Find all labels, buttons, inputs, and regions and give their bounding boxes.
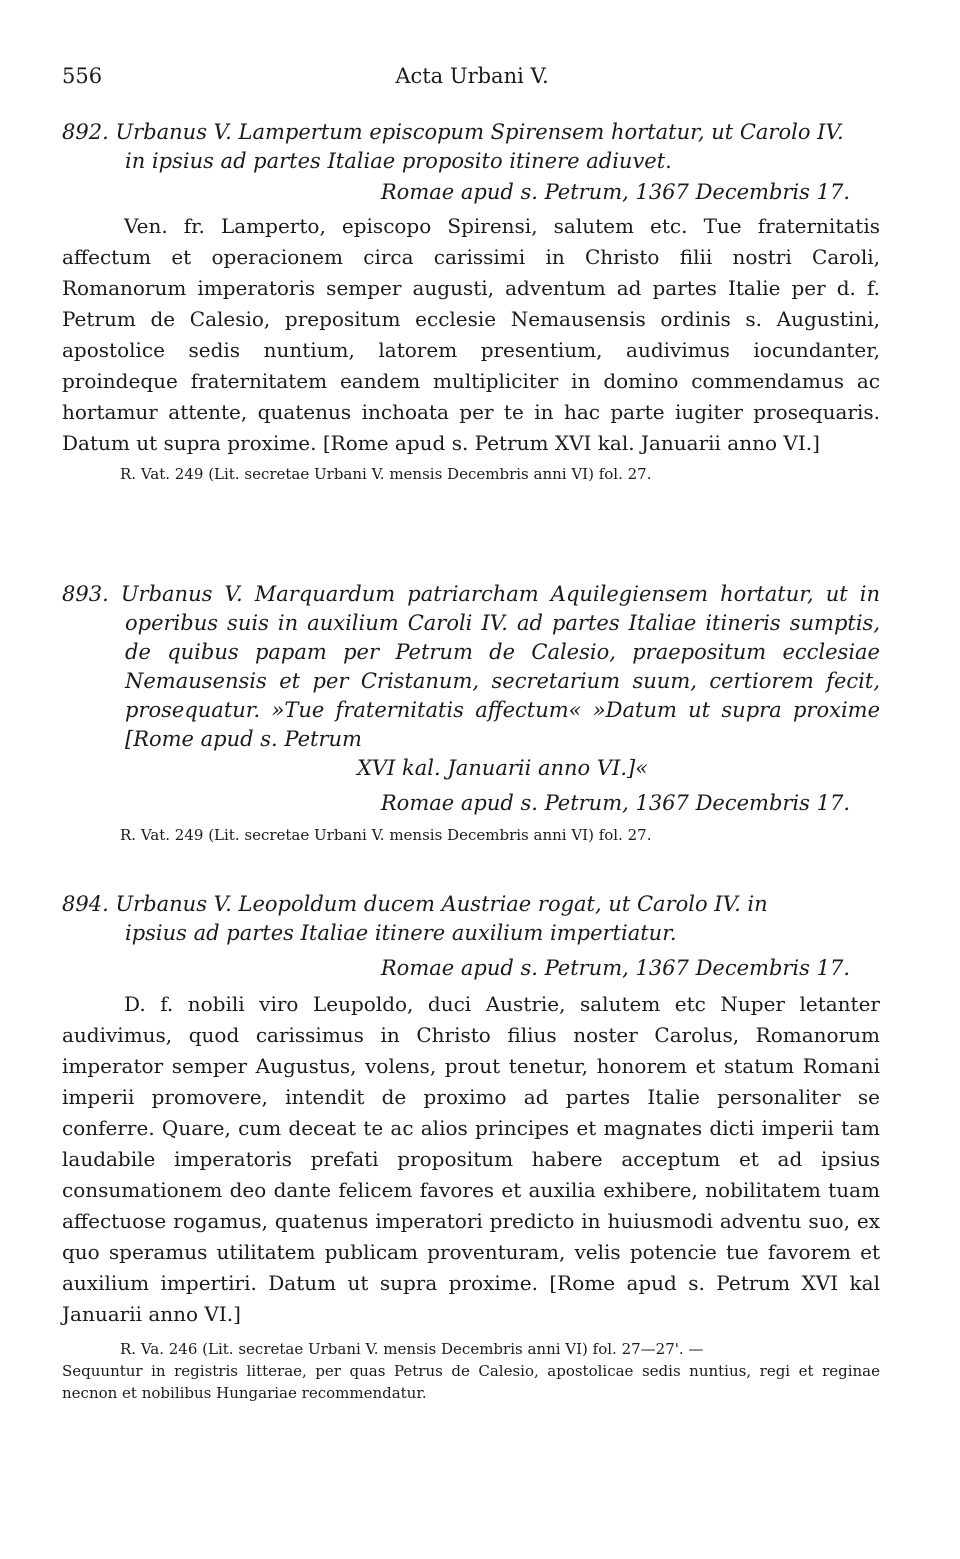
summary-line: Urbanus V. Leopoldum ducem Austriae rogat, ut Carolo IV. in bbox=[115, 892, 768, 916]
entry-892 bbox=[62, 118, 880, 485]
entry-dateline: Romae apud s. Petrum, 1367 Decembris 17. bbox=[380, 180, 850, 204]
entry-number: 893. bbox=[62, 582, 109, 606]
summary-line: ipsius ad partes Italiae itinere auxilium impertiatur. bbox=[125, 921, 677, 945]
entry-reference: R. Vat. 249 (Lit. secretae Urbani V. mensis Decembris anni VI) fol. 27. bbox=[120, 465, 652, 483]
entry-body: D. f. nobili viro Leupoldo, duci Austrie, salutem etc Nuper letanter audivimus, quod carissimus in Christo filius noster Carolus, Romanorum imperator semper Augustus, volens, prout tenetur, honorem et statum Romani imperii promovere, intendit de proximo ad partes Italie personaliter se conferre. Quare, cum deceat te ac alios principes et magnates dicti imperii tam laudabile imperatoris prefati propositum habere acceptum et ad ipsius consumationem deo dante felicem favores et auxilia exhibere, nobilitatem tuam affectuose rogamus, quatenus imperatori predicto in huiusmodi adventu suo, ex quo speramus utilitatem publicam proventuram, velis potencie tue favorem et auxilium impertiri. Datum ut supra proxime. [Rome apud s. Petrum XVI kal Januarii anno VI.] bbox=[62, 992, 880, 1326]
entry-reference: R. Vat. 249 (Lit. secretae Urbani V. mensis Decembris anni VI) fol. 27. bbox=[120, 826, 652, 844]
summary-line: Urbanus V. Lampertum episcopum Spirensem hortatur, ut Carolo IV. bbox=[115, 120, 844, 144]
entry-note: Sequuntur in registris litterae, per quas Petrus de Calesio, apostolicae sedis nuntius, regi et reginae necnon et nobilibus Hungariae recommendatur. bbox=[62, 1362, 880, 1402]
entry-body: Ven. fr. Lamperto, episcopo Spirensi, salutem etc. Tue fraternitatis affectum et operacionem circa carissimi in Christo filii nostri Caroli, Romanorum imperatoris semper augusti, adventum ad partes Italie per d. f. Petrum de Calesio, prepositum ecclesie Nemausensis ordinis s. Augustini, apostolice sedis nuntium, latorem presentium, audivimus iocundanter, proindeque fraternitatem eandem multipliciter in domino commendamus ac hortamur attente, quatenus inchoata per te in hac parte iugiter prosequaris. Datum ut supra proxime. [Rome apud s. Petrum XVI kal. Januarii anno VI.] bbox=[62, 214, 880, 455]
summary-last-line: XVI kal. Januarii anno VI.]« bbox=[356, 756, 649, 780]
entry-summary bbox=[62, 118, 880, 176]
entry-reference: R. Va. 246 (Lit. secretae Urbani V. mensis Decembris anni VI) fol. 27—27'. — bbox=[120, 1340, 704, 1358]
running-title: Acta Urbani V. bbox=[395, 64, 549, 88]
entry-893 bbox=[62, 580, 880, 846]
entry-number: 892. bbox=[62, 120, 109, 144]
entry-summary bbox=[62, 580, 880, 783]
summary-text: Urbanus V. Marquardum patriarcham Aquilegiensem hortatur, ut in operibus suis in auxilium Caroli IV. ad partes Italiae itineris sumptis, de quibus papam per Petrum de Calesio, praepositum ecclesiae Nemausensis et per Cristanum, secretarium suum, certiorem fecit, prosequatur. »Tue fraternitatis affectum« »Datum ut supra proxime [Rome apud s. Petrum bbox=[120, 582, 880, 751]
entry-dateline: Romae apud s. Petrum, 1367 Decembris 17. bbox=[380, 956, 850, 980]
entry-summary bbox=[62, 890, 880, 948]
entry-dateline: Romae apud s. Petrum, 1367 Decembris 17. bbox=[380, 791, 850, 815]
entry-894 bbox=[62, 890, 880, 1404]
entry-number: 894. bbox=[62, 892, 109, 916]
page-header bbox=[62, 64, 882, 96]
page-number: 556 bbox=[62, 64, 103, 88]
summary-line: in ipsius ad partes Italiae proposito itinere adiuvet. bbox=[125, 149, 672, 173]
